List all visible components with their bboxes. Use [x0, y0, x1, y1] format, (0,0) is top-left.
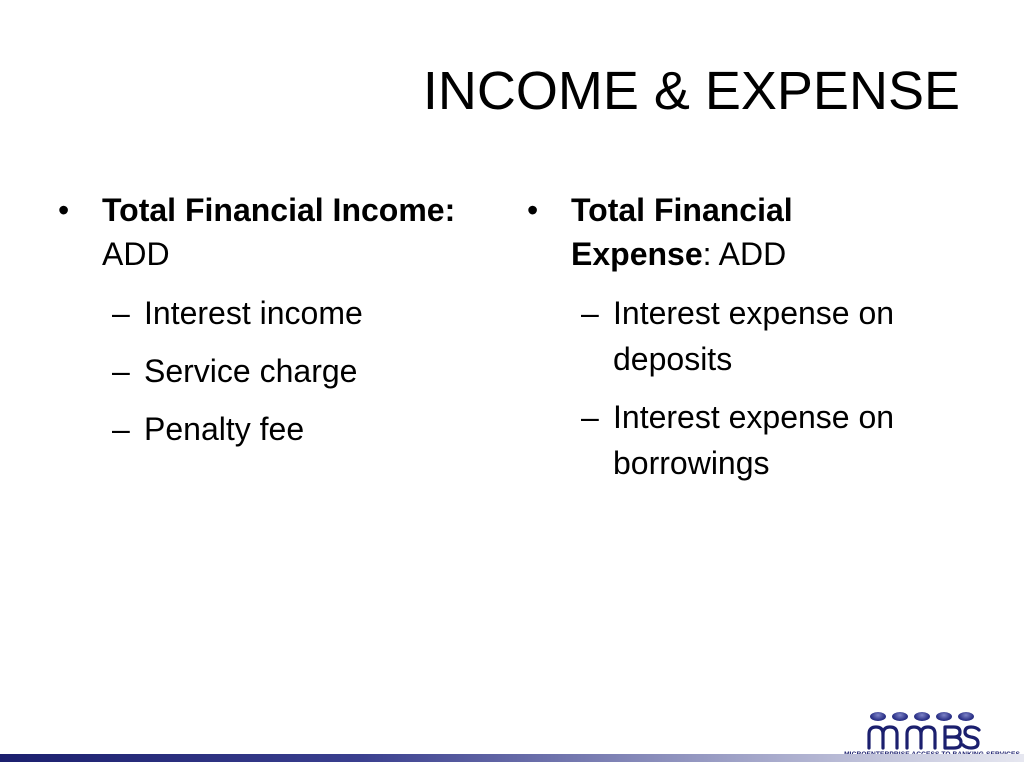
dash-icon: – — [581, 295, 599, 331]
expense-heading-bold: Total Financial Expense — [571, 192, 793, 272]
dash-icon: – — [112, 295, 130, 331]
list-item — [100, 406, 458, 452]
dash-icon: – — [112, 411, 130, 447]
list-item — [100, 348, 458, 394]
income-heading-rest: ADD — [102, 236, 170, 272]
bullet-icon: • — [527, 192, 539, 228]
expense-bullet — [527, 188, 937, 276]
slide-title: INCOME & EXPENSE — [422, 61, 960, 121]
bullet-icon: • — [58, 192, 70, 228]
expense-item-label: Interest expense on deposits — [613, 295, 895, 377]
income-item-label: Interest income — [144, 295, 363, 331]
expense-heading-rest: : ADD — [702, 236, 787, 272]
mabs-logo-icon — [866, 724, 982, 750]
logo-dots-icon — [866, 710, 976, 724]
income-item-label: Service charge — [144, 353, 358, 389]
expense-column — [527, 188, 937, 498]
income-bullet — [58, 188, 458, 276]
dash-icon: – — [112, 353, 130, 389]
income-sub-list — [58, 290, 458, 452]
income-item-label: Penalty fee — [144, 411, 305, 447]
list-item — [569, 394, 903, 486]
income-heading-bold: Total Financial Income: — [102, 192, 456, 228]
expense-sub-list — [527, 290, 937, 486]
expense-item-label: Interest expense on borrowings — [613, 399, 895, 481]
footer-bar — [0, 754, 1024, 762]
list-item — [569, 290, 903, 382]
dash-icon: – — [581, 399, 599, 435]
list-item — [100, 290, 458, 336]
income-column — [58, 188, 458, 464]
